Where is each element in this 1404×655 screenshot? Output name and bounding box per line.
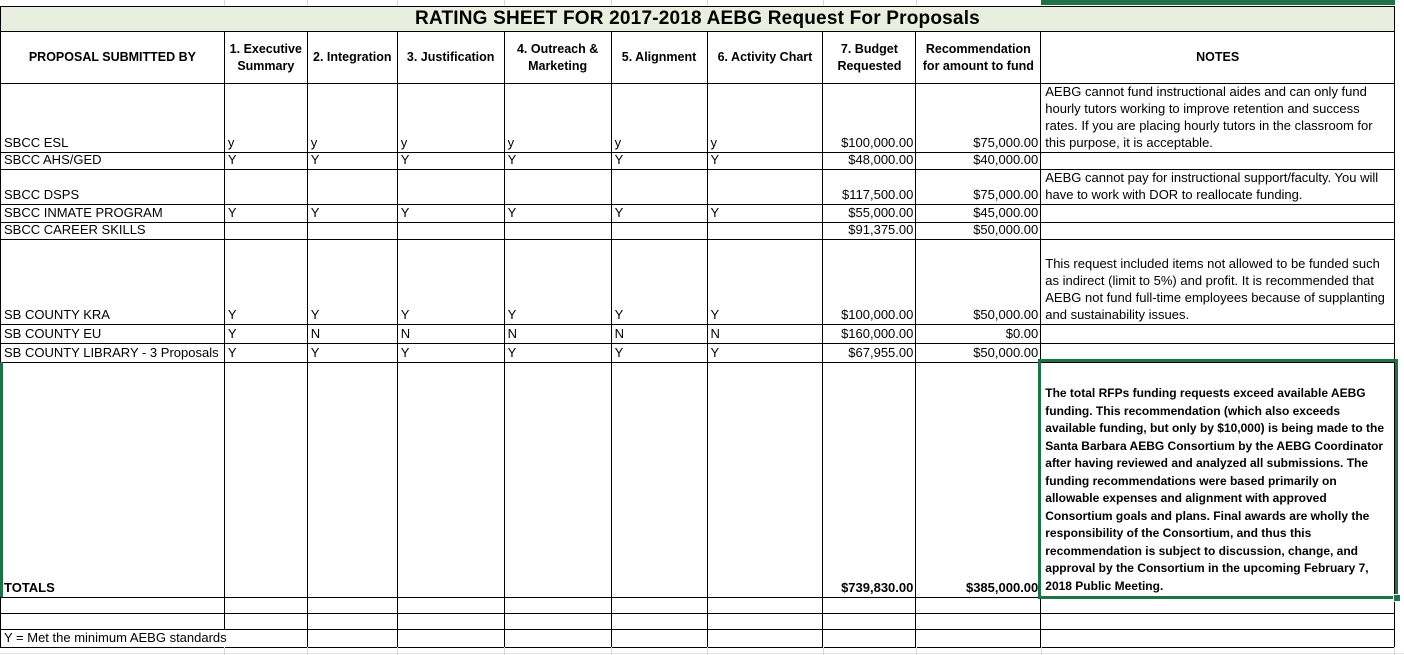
rating-cell[interactable]: Y [612,153,708,170]
gridline-stub [307,647,308,655]
budget-cell[interactable]: $160,000.00 [823,325,916,344]
cell[interactable] [708,630,824,648]
rating-cell[interactable] [708,170,824,205]
table-row [1,205,1395,223]
gridline-stub [916,647,917,655]
notes-cell[interactable] [1041,153,1395,170]
proposal-name-cell[interactable]: SBCC AHS/GED [1,153,225,170]
column-header-executive-summary[interactable]: 1. Executive Summary [225,32,308,84]
recommendation-cell[interactable]: $50,000.00 [916,240,1041,325]
rating-cell[interactable] [398,363,505,598]
rating-cell[interactable]: N [505,325,612,344]
rating-cell[interactable] [308,170,398,205]
gridline-stub [397,647,398,655]
cell[interactable] [1041,630,1395,648]
column-header-proposal[interactable]: PROPOSAL SUBMITTED BY [1,32,225,84]
recommendation-cell[interactable]: $0.00 [916,325,1041,344]
rating-cell[interactable] [308,363,398,598]
rating-cell[interactable]: N [708,325,824,344]
rating-cell[interactable]: Y [398,153,505,170]
proposal-name-cell[interactable]: SB COUNTY KRA [1,240,225,325]
cell[interactable] [823,614,916,630]
rating-cell[interactable]: Y [398,240,505,325]
rating-cell[interactable]: y [612,84,708,153]
rating-cell[interactable]: y [398,84,505,153]
rating-cell[interactable]: Y [225,153,308,170]
proposal-name-cell[interactable]: SBCC ESL [1,84,225,153]
cell[interactable] [225,614,308,630]
rating-cell[interactable]: Y [505,153,612,170]
rating-cell[interactable]: Y [225,344,308,363]
empty-row [1,614,1395,630]
totals-notes-cell[interactable]: The total RFPs funding requests exceed available AEBG funding. This recommendation (which also exceeds available funding, but only by $10,000) is being made to the Santa Barbara AEBG Consortium by the AEBG Coordinator after having reviewed and analyzed all submissions. The funding recommendations were based primarily on allowable expenses and alignment with approved Consortium goals and plans. Final awards are wholly the responsibility of the Consortium, and thus this recommendation is subject to discussion, change, and approval by the Consortium in the upcoming February 7, 2018 Public Meeting. [1041,363,1395,598]
empty-row [1,598,1395,614]
rating-cell[interactable] [708,223,824,240]
column-header-integration[interactable]: 2. Integration [308,32,398,84]
budget-cell[interactable]: $48,000.00 [823,153,916,170]
proposal-name-cell[interactable]: SB COUNTY EU [1,325,225,344]
legend-note[interactable]: Y = Met the minimum AEBG standards [1,630,308,648]
rating-cell[interactable]: N [612,325,708,344]
rating-cell[interactable]: y [225,84,308,153]
table-row [1,223,1395,240]
cell[interactable] [308,630,398,648]
cell[interactable] [823,630,916,648]
column-header-alignment[interactable]: 5. Alignment [612,32,708,84]
rating-cell[interactable] [708,363,824,598]
rating-cell[interactable]: y [505,84,612,153]
rating-cell[interactable]: Y [398,205,505,223]
rating-cell[interactable] [612,363,708,598]
recommendation-cell[interactable]: $50,000.00 [916,344,1041,363]
gridline-stub [707,647,708,655]
rating-cell[interactable] [398,170,505,205]
recommendation-cell[interactable]: $75,000.00 [916,84,1041,153]
rating-cell[interactable]: Y [398,344,505,363]
rating-cell[interactable] [225,363,308,598]
proposal-name-cell[interactable]: SBCC DSPS [1,170,225,205]
totals-label-cell[interactable]: TOTALS [1,363,225,598]
rating-cell[interactable] [612,223,708,240]
recommendation-cell[interactable]: $45,000.00 [916,205,1041,223]
cell[interactable] [308,598,398,614]
recommendation-cell[interactable]: $50,000.00 [916,223,1041,240]
notes-cell[interactable] [1041,325,1395,344]
column-header-activity-chart[interactable]: 6. Activity Chart [708,32,824,84]
rating-cell[interactable] [612,170,708,205]
notes-cell[interactable] [1041,344,1395,363]
cell[interactable] [505,614,612,630]
gridline [0,653,1404,654]
notes-cell[interactable]: AEBG cannot fund instructional aides and can only fund hourly tutors working to improve retention and success rates. If you are placing hourly tutors in the classroom for this purpose, it is acceptable. [1041,84,1395,153]
recommendation-cell[interactable]: $75,000.00 [916,170,1041,205]
rating-cell[interactable]: Y [612,344,708,363]
rating-cell[interactable]: Y [308,344,398,363]
column-header-budget[interactable]: 7. Budget Requested [823,32,916,84]
cell[interactable] [916,630,1041,648]
selection-top-border [1041,0,1395,5]
cell[interactable] [1041,614,1395,630]
cell[interactable] [1041,598,1395,614]
rating-cell[interactable]: y [708,84,824,153]
table-row [1,170,1395,205]
cell[interactable] [505,630,612,648]
cell[interactable] [708,598,824,614]
totals-budget-cell[interactable]: $739,830.00 [823,363,916,598]
rating-cell[interactable]: Y [708,205,824,223]
column-header-outreach[interactable]: 4. Outreach & Marketing [505,32,612,84]
column-header-notes[interactable]: NOTES [1041,32,1395,84]
cell[interactable] [823,598,916,614]
proposal-name-cell[interactable]: SBCC INMATE PROGRAM [1,205,225,223]
notes-cell[interactable] [1041,223,1395,240]
cell[interactable] [398,614,505,630]
column-header-justification[interactable]: 3. Justification [398,32,505,84]
cell[interactable] [612,630,708,648]
notes-cell[interactable]: This request included items not allowed to be funded such as indirect (limit to 5%) and profit. It is recommended that AEBG not fund full-time employees because of supplanting and sustainability issues. [1041,240,1395,325]
recommendation-cell[interactable]: $40,000.00 [916,153,1041,170]
cell[interactable] [398,630,505,648]
rating-cell[interactable]: Y [308,153,398,170]
rating-cell[interactable]: y [308,84,398,153]
rating-cell[interactable] [505,223,612,240]
gridline-stub [611,647,612,655]
cell[interactable] [916,614,1041,630]
table-row [1,153,1395,170]
rating-cell[interactable]: N [398,325,505,344]
budget-cell[interactable]: $117,500.00 [823,170,916,205]
rating-cell[interactable]: Y [612,240,708,325]
rating-cell[interactable]: Y [708,153,824,170]
title-row [1,7,1395,32]
column-header-recommendation[interactable]: Recommendation for amount to fund [916,32,1041,84]
table-row [1,84,1395,153]
rating-cell[interactable]: Y [225,240,308,325]
budget-cell[interactable]: $100,000.00 [823,240,916,325]
rating-cell[interactable]: Y [308,205,398,223]
rating-cell[interactable] [308,223,398,240]
proposal-name-cell[interactable]: SBCC CAREER SKILLS [1,223,225,240]
rating-cell[interactable] [505,363,612,598]
cell[interactable] [916,598,1041,614]
rating-cell[interactable] [225,223,308,240]
rating-cell[interactable]: Y [505,240,612,325]
header-row [1,32,1395,84]
gridline-stub [1041,647,1042,655]
rating-cell[interactable]: Y [505,205,612,223]
rating-table [0,6,1395,648]
notes-cell[interactable]: AEBG cannot pay for instructional support/faculty. You will have to work with DOR to reallocate funding. [1041,170,1395,205]
notes-cell[interactable] [1041,205,1395,223]
proposal-name-cell[interactable]: SB COUNTY LIBRARY - 3 Proposals [1,344,225,363]
gridline-stub [823,647,824,655]
cell[interactable] [708,614,824,630]
table-row [1,344,1395,363]
rating-cell[interactable]: Y [225,325,308,344]
rating-cell[interactable]: Y [708,344,824,363]
legend-row [1,630,1395,648]
cell[interactable] [505,598,612,614]
gridline-stub [1394,647,1395,655]
rating-cell[interactable] [398,223,505,240]
cell[interactable] [612,598,708,614]
budget-cell[interactable]: $55,000.00 [823,205,916,223]
table-row [1,325,1395,344]
cell[interactable] [225,598,308,614]
rating-cell[interactable] [505,170,612,205]
page-title[interactable]: RATING SHEET FOR 2017-2018 AEBG Request For Proposals [1,7,1395,32]
rating-cell[interactable]: Y [708,240,824,325]
cell[interactable] [1,614,225,630]
budget-cell[interactable]: $100,000.00 [823,84,916,153]
totals-recommendation-cell[interactable]: $385,000.00 [916,363,1041,598]
gridline-stub [504,647,505,655]
rating-cell[interactable]: N [308,325,398,344]
gridline-stub [224,647,225,655]
budget-cell[interactable]: $67,955.00 [823,344,916,363]
rating-cell[interactable]: Y [505,344,612,363]
totals-row [1,363,1395,598]
budget-cell[interactable]: $91,375.00 [823,223,916,240]
rating-cell[interactable]: Y [308,240,398,325]
rating-cell[interactable] [225,170,308,205]
cell[interactable] [1,598,225,614]
cell[interactable] [612,614,708,630]
table-row [1,240,1395,325]
cell[interactable] [398,598,505,614]
rating-cell[interactable]: Y [225,205,308,223]
rating-cell[interactable]: Y [612,205,708,223]
cell[interactable] [308,614,398,630]
